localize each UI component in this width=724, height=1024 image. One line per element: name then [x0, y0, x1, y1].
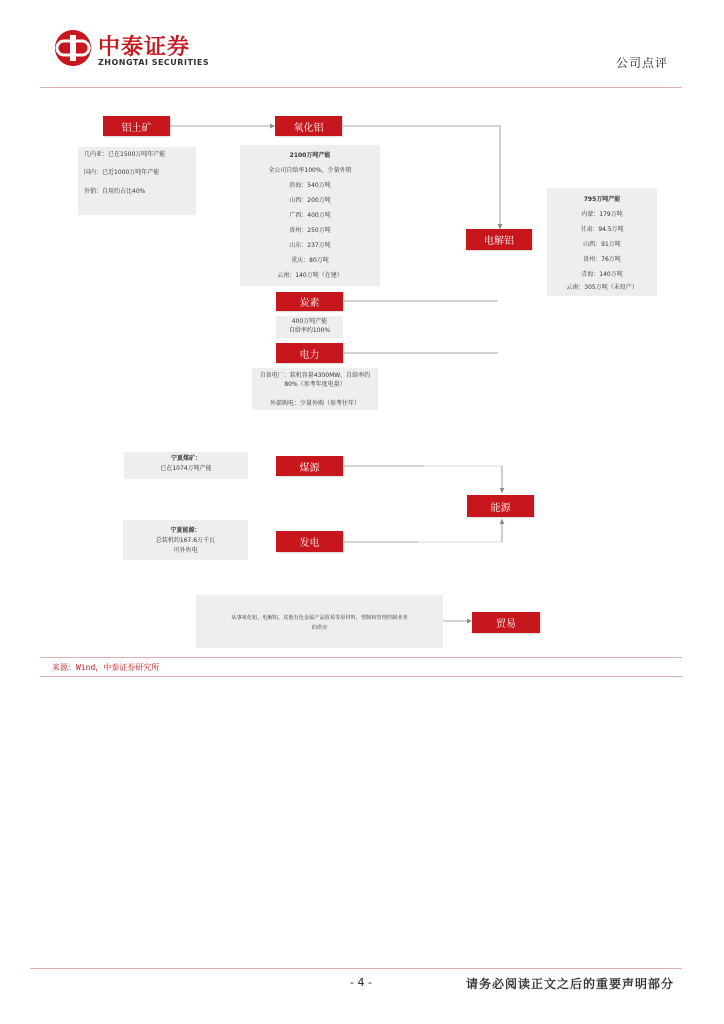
alumina-info-line: 贵州：250万吨	[289, 227, 331, 234]
page-number: - 4 -	[350, 976, 372, 989]
alumina-info-line: 广西：400万吨	[289, 212, 331, 219]
alumina-info-box	[240, 145, 380, 286]
carbon-info-box	[276, 316, 343, 338]
power-info-box	[252, 368, 378, 410]
carbon-info-line: 自给率约100%	[288, 327, 331, 334]
generation-info-box	[123, 520, 248, 560]
electro-info-box	[547, 188, 657, 296]
coal-info-line: 宁夏煤矿：	[170, 455, 201, 462]
power-info-line: 自备电厂：装机容量4300MW，自给率约	[259, 372, 371, 379]
source-divider	[40, 676, 682, 677]
alumina-info-line: 滨海：540万吨	[289, 182, 331, 189]
electro-info-line: 云南：305万吨（未投产）	[566, 284, 638, 291]
electro-info-line: 甘肃：94.5万吨	[580, 226, 624, 233]
source-note: 来源：Wind，中泰证券研究所	[52, 663, 160, 672]
alumina-info-line: 云南：140万吨（在建）	[277, 272, 343, 279]
node-coal-source: 煤源	[276, 456, 343, 476]
node-power: 电力	[276, 343, 343, 363]
generation-info-line: 宁夏能源：	[170, 527, 201, 534]
electro-info-line: 山西：91万吨	[583, 241, 621, 248]
logo-name-cn: 中泰证券	[98, 35, 191, 60]
alumina-info-title: 2100万吨产能	[289, 152, 331, 159]
power-info-line: 外部购电：少量外购（参考往年）	[269, 400, 360, 407]
node-electrolytic-aluminum: 电解铝	[466, 229, 532, 250]
power-info-line: 80%（参考年度电量）	[284, 381, 346, 388]
generation-info-line: 可外售电	[173, 547, 198, 554]
coal-info-line: 已在1074万吨产能	[160, 465, 212, 472]
electro-info-line: 内蒙：179万吨	[581, 211, 623, 218]
node-alumina: 氧化铝	[275, 116, 342, 136]
node-bauxite: 铝土矿	[103, 116, 170, 136]
trade-info-line: 的供应	[311, 625, 328, 631]
footer-divider	[30, 968, 682, 969]
alumina-info-subtitle: 全公司自给率100%，少量外销	[268, 167, 352, 174]
alumina-info-line: 山西：200万吨	[289, 197, 331, 204]
alumina-info-line: 山东：237万吨	[289, 242, 331, 249]
trade-info-line: 从事氧化铝、电解铝、其他有色金属产品贸易等原材料，塑制和管理控制业务	[231, 615, 408, 621]
bauxite-info-line: 国内：已近1000万吨年产能	[84, 169, 160, 176]
document-type: 公司点评	[615, 56, 668, 70]
disclaimer-text: 请务必阅读正文之后的重要声明部分	[465, 977, 674, 991]
electro-info-line: 贵州：76万吨	[583, 256, 621, 263]
generation-info-line: 总装机约167.6万千瓦	[155, 537, 216, 544]
node-trade: 贸易	[472, 612, 540, 633]
diagram-top-divider	[40, 657, 682, 658]
bauxite-info-box	[78, 147, 196, 215]
bauxite-info-line: 几内亚：已在1500万吨年产能	[84, 151, 166, 158]
electro-info-line: 青海：140万吨	[581, 271, 623, 278]
node-carbon: 炭素	[276, 292, 343, 311]
bauxite-info-line: 外销：自用约占比40%	[84, 188, 146, 195]
logo-name-en: ZHONGTAI SECURITIES	[98, 58, 210, 67]
node-generation: 发电	[276, 531, 343, 552]
alumina-info-line: 重庆：80万吨	[291, 257, 329, 264]
node-energy: 能源	[467, 495, 534, 517]
carbon-info-line: 400万吨产能	[291, 318, 328, 325]
coal-info-box	[124, 452, 248, 479]
electro-info-title: 795万吨产能	[583, 196, 621, 203]
trade-info-box	[196, 595, 443, 648]
